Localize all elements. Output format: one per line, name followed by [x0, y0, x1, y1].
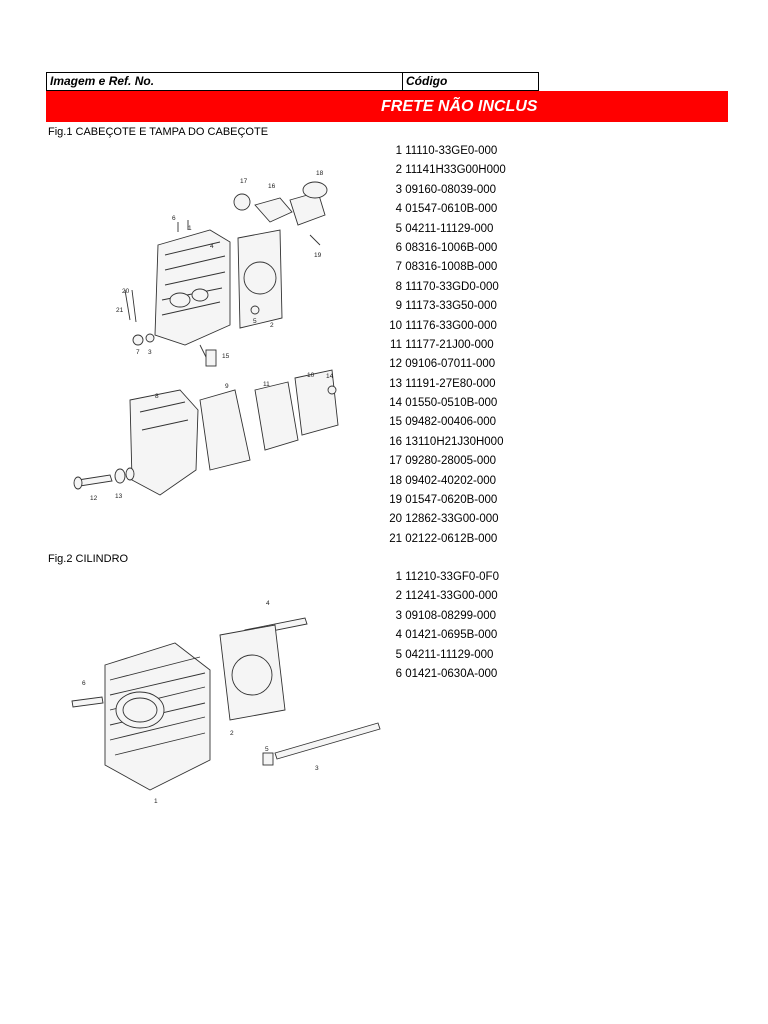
list-item [386, 452, 506, 471]
part-code: 04211-11129-000 [405, 222, 494, 235]
fig1-title: Fig.1 CABEÇOTE E TAMPA DO CABEÇOTE [48, 126, 269, 138]
part-number: 17 [389, 455, 402, 468]
fig1-label-3: 3 [148, 349, 152, 356]
fig2-label-5: 5 [265, 746, 269, 753]
part-code: 11173-33G50-000 [405, 300, 497, 313]
header-code: Código [402, 72, 539, 91]
part-number: 21 [389, 532, 402, 545]
part-code: 11177-21J00-000 [405, 338, 494, 351]
part-number: 4 [395, 629, 402, 642]
list-item [386, 510, 506, 529]
list-item [386, 297, 506, 316]
fig1-label-15: 15 [222, 353, 230, 360]
fig1-label-16: 16 [268, 183, 276, 190]
fig2-label-6: 6 [82, 680, 86, 687]
list-item [386, 278, 506, 297]
part-code: 11110-33GE0-000 [405, 145, 498, 157]
fig1-label-9: 9 [225, 383, 229, 390]
part-code: 11176-33G00-000 [405, 319, 497, 332]
gasket-9-drawing [200, 390, 250, 470]
list-item [386, 530, 506, 549]
list-item [386, 433, 506, 452]
list-item [386, 355, 506, 374]
fig1-label-6: 6 [172, 215, 176, 222]
part-number: 4 [395, 203, 402, 216]
part-code: 11241-33G00-000 [405, 590, 498, 603]
list-item [386, 336, 506, 355]
fig1-parts-list [386, 142, 506, 549]
fig1-label-20: 20 [122, 288, 130, 295]
header-image-ref: Imagem e Ref. No. [46, 72, 403, 91]
fig1-label-5: 5 [253, 318, 257, 325]
part-number: 12 [389, 358, 402, 371]
part-code: 09482-00406-000 [405, 416, 497, 429]
part-number: 1 [395, 571, 402, 583]
list-item [386, 161, 506, 180]
fig1-label-10: 10 [307, 372, 315, 379]
fig1-label-17: 17 [240, 178, 248, 185]
list-item [386, 239, 506, 258]
part-number: 2 [395, 590, 402, 603]
part-code: 09402-40202-000 [405, 474, 497, 487]
list-item [386, 472, 506, 491]
part-code: 12862-33G00-000 [405, 513, 499, 526]
part-number: 10 [389, 319, 402, 332]
fig1-label-4: 4 [210, 243, 214, 250]
part-number: 3 [395, 609, 402, 622]
part-code: 08316-1008B-000 [405, 261, 498, 274]
list-item [386, 317, 506, 336]
part-code: 01547-0610B-000 [405, 203, 498, 216]
part-number: 14 [389, 397, 402, 410]
part-number: 18 [389, 474, 402, 487]
fig2-label-3: 3 [315, 765, 319, 772]
part-code: 08316-1006B-000 [405, 241, 498, 254]
fig1-label-13: 13 [115, 493, 123, 500]
list-item [386, 200, 506, 219]
part-code: 09106-07011-000 [405, 358, 496, 371]
fig1-label-11: 11 [263, 381, 270, 388]
part-code: 11191-27E80-000 [405, 377, 496, 390]
fig1-diagram [70, 150, 360, 520]
fig2-label-2: 2 [230, 730, 234, 737]
part-number: 9 [395, 300, 402, 313]
part-code: 01421-0695B-000 [405, 629, 498, 642]
list-item [386, 626, 499, 645]
part-code: 01421-0630A-000 [405, 667, 498, 680]
part-number: 6 [395, 241, 402, 254]
part-code: 11170-33GD0-000 [405, 280, 499, 293]
part-number: 13 [389, 377, 402, 390]
fig1-label-12: 12 [90, 495, 98, 502]
part-code: 02122-0612B-000 [405, 532, 498, 545]
part-number: 8 [395, 280, 402, 293]
part-number: 7 [395, 261, 402, 274]
fig1-label-21: 21 [116, 307, 124, 314]
part-code: 01550-0510B-000 [405, 397, 498, 410]
list-item [386, 607, 499, 626]
cover-drawing [130, 390, 198, 495]
gasket-11-drawing [255, 382, 298, 450]
fig1-label-7: 7 [136, 349, 140, 356]
part-number: 3 [395, 183, 402, 196]
part-code: 11141H33G00H000 [405, 164, 506, 177]
part-number: 11 [390, 338, 402, 351]
list-item [386, 491, 506, 510]
list-item [386, 375, 506, 394]
fig2-label-1: 1 [154, 798, 158, 805]
part-code: 11210-33GF0-0F0 [405, 571, 499, 583]
fig2-title: Fig.2 CILINDRO [48, 553, 129, 565]
fig2-label-4: 4 [266, 600, 270, 607]
part-number: 2 [395, 164, 402, 177]
list-item [386, 587, 499, 606]
part-number: 5 [395, 648, 402, 661]
part-number: 16 [389, 435, 402, 448]
list-item [386, 665, 499, 684]
part-number: 5 [395, 222, 402, 235]
part-code: 09108-08299-000 [405, 609, 497, 622]
fig2-diagram [60, 585, 390, 825]
part-code: 09280-28005-000 [405, 455, 497, 468]
fig1-label-14: 14 [326, 373, 334, 380]
part-code: 04211-11129-000 [405, 648, 494, 661]
part-number: 1 [395, 145, 402, 157]
part-number: 20 [389, 513, 402, 526]
fig1-label-8: 8 [155, 393, 159, 400]
part-code: 13110H21J30H000 [405, 435, 504, 448]
part-number: 6 [395, 667, 402, 680]
list-item [386, 258, 506, 277]
list-item [386, 220, 506, 239]
list-item [386, 181, 506, 200]
fig2-parts-list [386, 568, 499, 684]
list-item [386, 646, 499, 665]
part-number: 19 [389, 494, 402, 507]
list-item [386, 142, 506, 161]
shipping-banner: FRETE NÃO INCLUS [46, 91, 728, 122]
fig1-label-19: 19 [314, 252, 322, 259]
list-item [386, 413, 506, 432]
fig1-label-2: 2 [270, 322, 274, 329]
list-item [386, 394, 506, 413]
fig1-label-18: 18 [316, 170, 324, 177]
part-code: 01547-0620B-000 [405, 494, 498, 507]
list-item [386, 568, 499, 587]
cylinder-head-drawing [155, 220, 230, 345]
part-code: 09160-08039-000 [405, 183, 497, 196]
part-number: 15 [389, 416, 402, 429]
fig1-label-1: 1 [188, 225, 192, 232]
